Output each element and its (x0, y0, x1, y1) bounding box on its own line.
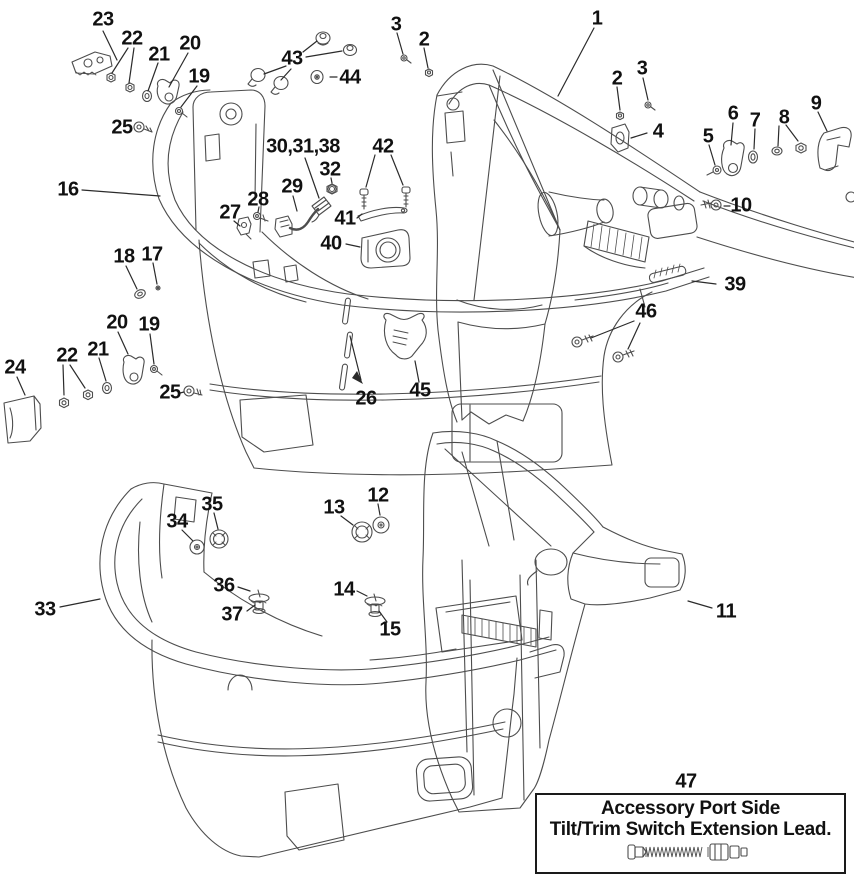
callout-4: 4 (652, 120, 664, 143)
callout-22b: 22 (56, 344, 78, 367)
callout-19b: 19 (138, 313, 160, 336)
callout-3a: 3 (390, 13, 402, 36)
callout-44: 44 (339, 66, 361, 89)
callout-21b: 21 (87, 338, 109, 361)
callout-33: 33 (34, 598, 56, 621)
callout-45: 45 (409, 379, 431, 402)
callout-29: 29 (281, 175, 303, 198)
callout-21a: 21 (148, 43, 170, 66)
callout-46: 46 (635, 300, 657, 323)
callout-26: 26 (355, 387, 377, 410)
callout-8: 8 (778, 106, 790, 129)
callout-19a: 19 (188, 65, 210, 88)
note-line-1: Accessory Port Side (600, 798, 781, 819)
callout-22a: 22 (121, 27, 143, 50)
callout-27: 27 (219, 201, 241, 224)
callout-15: 15 (379, 618, 401, 641)
upper-left-cowl-art (153, 90, 709, 475)
callout-37: 37 (221, 603, 243, 626)
callout-32: 32 (319, 158, 341, 181)
lower-left-cowl-art (100, 483, 564, 857)
callout-40: 40 (320, 232, 342, 255)
upper-right-cowl-art (432, 64, 854, 424)
callout-10: 10 (730, 194, 752, 217)
callout-23: 23 (92, 8, 114, 31)
callout-34: 34 (166, 510, 188, 533)
callout-5: 5 (702, 125, 714, 148)
callout-17: 17 (141, 243, 163, 266)
callout-43: 43 (281, 47, 303, 70)
callout-1: 1 (591, 7, 603, 30)
accessory-note-box (535, 793, 846, 874)
callout-25a: 25 (111, 116, 133, 139)
callout-9: 9 (810, 92, 822, 115)
lower-right-cowl-art (423, 431, 686, 812)
callout-6: 6 (727, 102, 739, 125)
callout-36: 36 (213, 574, 235, 597)
callout-11: 11 (715, 600, 737, 623)
callout-2b: 2 (611, 67, 623, 90)
callout-25b: 25 (159, 381, 181, 404)
callout-39: 39 (724, 273, 746, 296)
callout-24: 24 (4, 356, 26, 379)
note-line-2: Tilt/Trim Switch Extension Lead. (549, 819, 832, 840)
callout-3b: 3 (636, 57, 648, 80)
callout-47: 47 (675, 770, 697, 793)
callout-35: 35 (201, 493, 223, 516)
callout-41: 41 (334, 207, 356, 230)
callout-14: 14 (333, 578, 355, 601)
extension-lead-icon (626, 841, 756, 863)
callout-12: 12 (367, 484, 389, 507)
callout-16: 16 (57, 178, 79, 201)
callout-13: 13 (323, 496, 345, 519)
callout-2a: 2 (418, 28, 430, 51)
callout-7: 7 (749, 109, 761, 132)
callout-42: 42 (372, 135, 394, 158)
callout-30-31-38: 30,31,38 (266, 135, 340, 158)
callout-28: 28 (247, 188, 269, 211)
callout-18: 18 (113, 245, 135, 268)
callout-20a: 20 (179, 32, 201, 55)
callout-20b: 20 (106, 311, 128, 334)
